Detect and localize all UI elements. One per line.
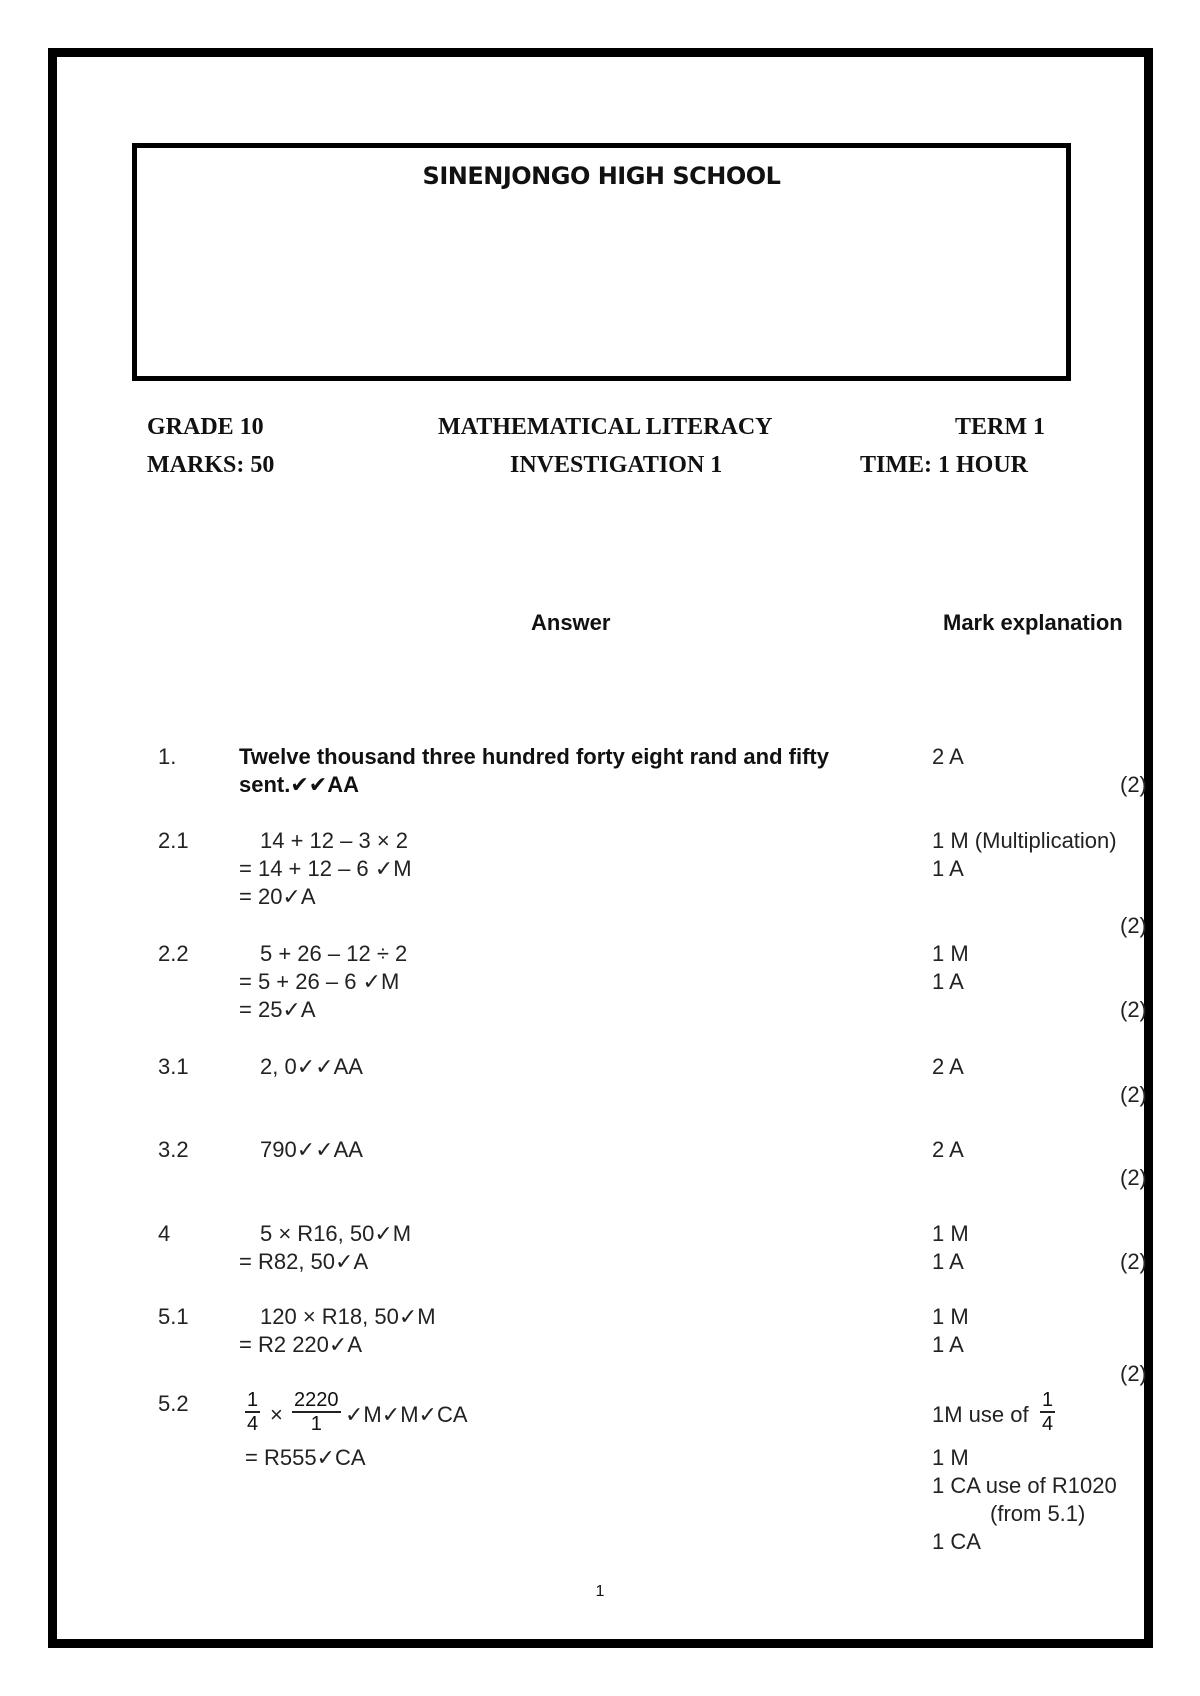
answer-column-heading: Answer (531, 610, 611, 635)
q5-2-answer-line: = R555✓CA (245, 1445, 366, 1470)
task-label: INVESTIGATION 1 (510, 452, 723, 478)
q3-1-number: 3.1 (158, 1054, 189, 1079)
q1-number: 1. (158, 744, 177, 769)
q3-2-mark: 2 A (932, 1137, 964, 1162)
q5-1-mark: 1 M (932, 1304, 969, 1329)
q5-2-number: 5.2 (158, 1391, 189, 1416)
mark-explanation-column-heading: Mark explanation (943, 610, 1123, 635)
q2-2-answer-line: = 5 + 26 – 6 ✓M (239, 969, 400, 994)
q1-mark: 2 A (932, 744, 964, 769)
q4-total: (2) (1120, 1249, 1147, 1274)
fraction-denominator: 4 (1042, 1413, 1054, 1435)
q1-answer-line: Twelve thousand three hundred forty eight rand and fifty (239, 744, 829, 769)
fraction-denominator: 1 (310, 1413, 322, 1435)
q4-answer-line: = R82, 50✓A (239, 1249, 369, 1274)
q2-1-mark: 1 M (Multiplication) (932, 828, 1117, 853)
q2-2-answer-line: = 25✓A (239, 997, 316, 1022)
q4-mark: 1 A (932, 1249, 964, 1274)
school-name-box (132, 143, 1071, 381)
fraction-numerator: 1 (1042, 1389, 1054, 1411)
q3-1-answer-line: 2, 0✓✓AA (260, 1054, 363, 1079)
q5-2-mark-fraction (1040, 1389, 1055, 1435)
q2-2-answer-line: 5 + 26 – 12 ÷ 2 (260, 941, 408, 966)
term-label: TERM 1 (955, 414, 1045, 440)
q3-2-number: 3.2 (158, 1137, 189, 1162)
q2-1-answer-line: 14 + 12 – 3 × 2 (260, 828, 409, 853)
q2-2-mark: 1 M (932, 941, 969, 966)
q5-1-number: 5.1 (158, 1304, 189, 1329)
page-number: 1 (595, 1583, 605, 1600)
q5-2-mark: 1 M (932, 1445, 969, 1470)
fraction-numerator: 2220 (294, 1389, 339, 1411)
q4-mark: 1 M (932, 1221, 969, 1246)
q5-1-answer-line: 120 × R18, 50✓M (260, 1304, 436, 1329)
q4-answer-line: 5 × R16, 50✓M (260, 1221, 412, 1246)
fraction-numerator: 1 (247, 1389, 259, 1411)
q2-1-number: 2.1 (158, 828, 189, 853)
q3-2-total: (2) (1120, 1165, 1147, 1190)
q5-2-fraction-quarter (245, 1389, 260, 1435)
q5-2-mark: (from 5.1) (990, 1501, 1086, 1526)
school-name: SINENJONGO HIGH SCHOOL (422, 162, 781, 190)
q2-1-answer-line: = 14 + 12 – 6 ✓M (239, 856, 412, 881)
q1-answer-line: sent.✔✔AA (239, 772, 359, 797)
subject-label: MATHEMATICAL LITERACY (438, 414, 773, 440)
q5-2-tick-marks: ✓M✓M✓CA (345, 1402, 468, 1427)
q5-1-total: (2) (1120, 1361, 1147, 1386)
q5-2-mark: 1M use of (932, 1402, 1029, 1427)
q5-2-mark: 1 CA (932, 1529, 981, 1554)
q4-number: 4 (158, 1221, 171, 1246)
q3-2-answer-line: 790✓✓AA (260, 1137, 363, 1162)
q2-1-mark: 1 A (932, 856, 964, 881)
q5-2-mark: 1 CA use of R1020 (932, 1473, 1117, 1498)
time-label: TIME: 1 HOUR (860, 452, 1028, 478)
q5-2-fraction-amount (292, 1389, 341, 1435)
grade-label: GRADE 10 (147, 414, 264, 440)
marks-label: MARKS: 50 (147, 452, 275, 478)
q5-1-mark: 1 A (932, 1332, 964, 1357)
q3-1-mark: 2 A (932, 1054, 964, 1079)
q2-1-answer-line: = 20✓A (239, 884, 316, 909)
q2-2-mark: 1 A (932, 969, 964, 994)
q3-1-total: (2) (1120, 1082, 1147, 1107)
fraction-denominator: 4 (247, 1413, 259, 1435)
q5-2-times-sign: × (270, 1402, 283, 1427)
q2-2-number: 2.2 (158, 941, 189, 966)
q2-1-total: (2) (1120, 913, 1147, 938)
q5-1-answer-line: = R2 220✓A (239, 1332, 363, 1357)
q2-2-total: (2) (1120, 997, 1147, 1022)
q1-total: (2) (1120, 772, 1147, 797)
